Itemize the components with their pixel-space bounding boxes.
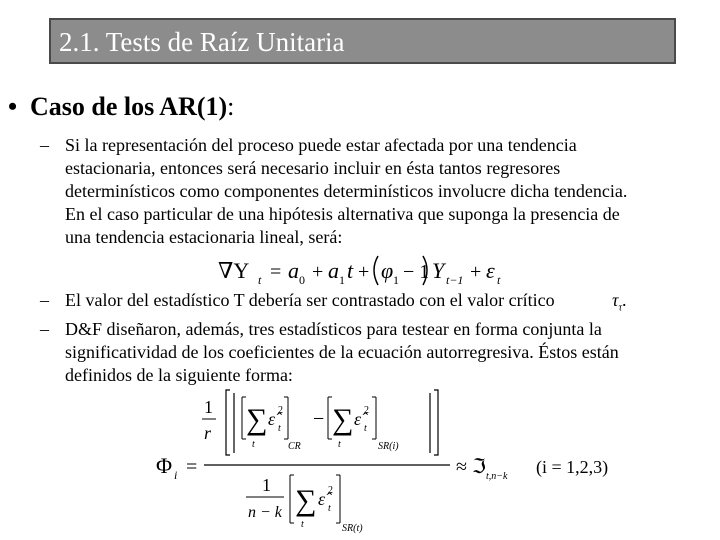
equation-trend-regression <box>218 252 518 288</box>
eq2-cr-sum-under: t <box>252 439 255 450</box>
eq2-den-sr-label: SR(t) <box>342 523 363 534</box>
eq2-den-sq: 2 <box>328 485 333 496</box>
eq1-plus3: + <box>470 261 482 283</box>
eq2-sr-eps-hat: ε̂ <box>354 409 362 429</box>
eq2-approx: ≈ ℑ <box>456 456 486 478</box>
sub-dash-3: – <box>40 319 49 339</box>
eq2-den-one: 1 <box>262 475 271 495</box>
bullet-heading: Caso de los AR(1) <box>30 92 228 121</box>
eq1-minus-one: − 1 <box>403 261 430 283</box>
eq2-num-one: 1 <box>204 397 213 417</box>
eq2-equals: = <box>186 456 198 478</box>
eq2-sr-right-bracket <box>372 397 376 439</box>
eq2-sr-label: SR(i) <box>378 441 399 452</box>
slide-title-box <box>49 18 676 64</box>
eq1-lhs: ∇Y <box>218 258 250 283</box>
eq2-sr-sq: 2 <box>364 405 369 416</box>
eq2-cr-right-bracket <box>284 397 288 439</box>
eq2-cr-sq: 2 <box>278 405 283 416</box>
eq1-a0-sub: 0 <box>299 273 305 287</box>
eq1-left-paren <box>374 256 378 285</box>
eq1-a1: a <box>328 258 339 283</box>
eq2-minus: − <box>313 408 325 430</box>
eq2-den-n-minus-k: n − k <box>248 504 282 521</box>
sub-text-2: El valor del estadístico T debería ser contrastado con el valor crítico <box>65 290 555 310</box>
eq1-phi-sub: 1 <box>393 273 399 287</box>
main-bullet <box>8 92 234 122</box>
eq2-sr-sum-under: t <box>338 439 341 450</box>
bullet-dot: • <box>8 92 18 121</box>
eq2-den-eps-sub: t <box>328 503 331 514</box>
eq2-cr-label: CR <box>288 441 301 452</box>
eq2-num-left-bracket <box>226 390 230 455</box>
eq2-cr-eps-hat: ε̂ <box>268 409 276 429</box>
tau-period: . <box>622 290 627 310</box>
critical-value-tau <box>612 290 627 314</box>
eq1-equals: = <box>270 261 282 283</box>
eq2-den-sum: ∑ <box>295 484 317 517</box>
eq2-phi-sub: i <box>174 468 178 482</box>
eq1-y: Y <box>432 258 445 283</box>
eq2-den-eps-hat: ε̂ <box>318 489 326 509</box>
sub-dash-1: – <box>40 135 49 155</box>
sub-text-3: D&F diseñaron, además, tres estadísticos para testear en forma conjunta la significatividad de los coeficientes de la ecuación autorregresiva. Éstos están definidos de la siguiente forma: <box>65 319 619 385</box>
eq2-sr-eps-sub: t <box>364 423 367 434</box>
eq2-den-right-bracket <box>336 475 340 523</box>
eq2-index: (i = 1,2,3) <box>536 457 609 477</box>
equation-phi-statistic <box>150 385 620 535</box>
eq1-a1-sub: 1 <box>339 273 345 287</box>
eq1-t: t <box>347 258 354 283</box>
eq1-eps-sub: t <box>497 273 501 287</box>
eq2-phi: Φ <box>156 453 173 478</box>
sub-dash-2: – <box>40 290 49 310</box>
eq1-plus2: + <box>358 261 370 283</box>
bullet-colon: : <box>227 92 235 121</box>
eq1-lhs-sub: t <box>258 273 262 287</box>
eq2-den-sum-under: t <box>301 519 304 530</box>
tau-subscript: τ <box>618 302 623 314</box>
slide-title: 2.1. Tests de Raíz Unitaria <box>59 27 345 57</box>
eq1-eps: ε <box>486 258 495 283</box>
eq2-num-r: r <box>204 423 212 443</box>
eq2-den-left-bracket <box>290 475 294 523</box>
eq2-approx-sub: t,n−k <box>486 471 508 482</box>
tau-symbol: τ <box>612 290 619 310</box>
eq2-cr-eps-sub: t <box>278 423 281 434</box>
eq2-cr-sum: ∑ <box>246 403 268 436</box>
eq2-num-right-bracket <box>434 390 438 455</box>
eq2-sr-sum: ∑ <box>332 403 354 436</box>
eq1-plus1: + <box>312 261 324 283</box>
eq1-y-sub: t−1 <box>446 273 464 287</box>
eq1-a0: a <box>288 258 299 283</box>
eq1-phi: φ <box>381 258 394 283</box>
sub-text-1: Si la representación del proceso puede estar afectada por una tendencia estacionaria, entonces será necesario incluir en ésta tantos regresores determinísticos como componentes determinísticos involucre dicha tendencia. En el caso particular de una hipótesis alternativa que suponga la presencia de una tendencia estacionaria lineal, será: <box>65 135 628 247</box>
